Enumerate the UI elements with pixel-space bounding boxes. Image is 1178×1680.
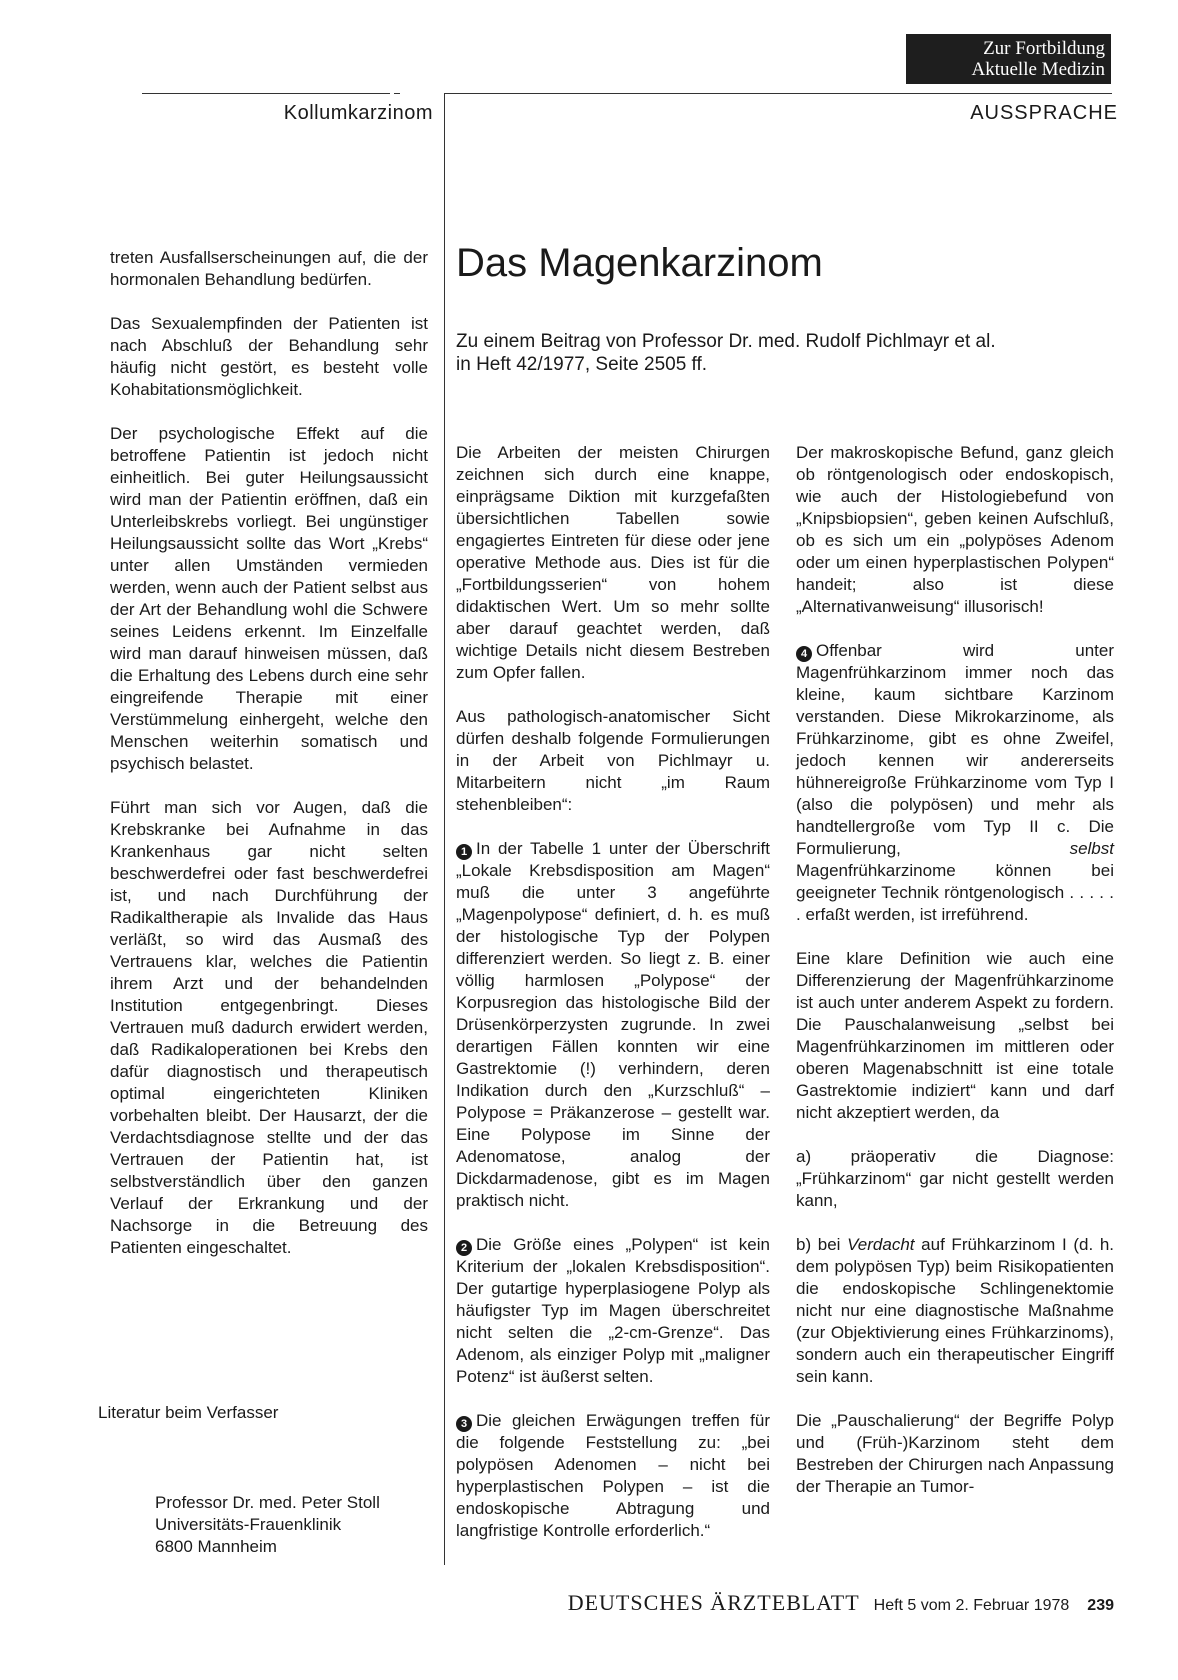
paragraph: Der psychologische Effekt auf die betroffene Patientin ist jedoch nicht einheitlich. Bei guter Heilungsaussicht wird man der Patientin eröffnen, daß ein Unterleibskrebs vorliegt. Bei ungünstiger Heilungsaussicht sollte das Wort „Krebs“ unter allen Umständen vermieden werden, wenn auch der Patient selbst aus der Art der Behandlung wohl die Schwere seines Leidens erkennt. Im Einzelfalle wird man darauf hinweisen müssen, daß die Erhaltung des Lebens durch eine sehr eingreifende Therapie mit einer Verstümmelung einhergeht, welche den Menschen weiterhin somatisch und psychisch belastet. (110, 424, 428, 773)
number-marker-2: 2 (456, 1240, 472, 1256)
column-right (796, 442, 1114, 1520)
column-left (110, 247, 428, 1281)
numbered-paragraph (456, 1234, 770, 1388)
number-marker-1: 1 (456, 844, 472, 860)
paragraph: Die Arbeiten der meisten Chirurgen zeichnen sich durch eine knappe, einprägsame Diktion mit kurzgefaßten übersichtlichen Tabellen sowie engagiertes Eintreten für diese oder jene operative Methode aus. Dies ist für die „Fortbildungsserien“ von hohem didaktischen Wert. Um so mehr sollte aber darauf geachtet werden, daß wichtige Details nicht diesem Bestreben zum Opfer fallen. (456, 443, 770, 682)
paragraph: Der makroskopische Befund, ganz gleich ob röntgenologisch oder endoskopisch, wie auch der Histologiebefund von „Knipsbiopsien“, geben keinen Aufschluß, ob es sich um ein „polypöses Adenom oder um einen hyperplastischen Polypen“ handeit; also ist diese „Alternativanweisung“ illusorisch! (796, 443, 1114, 616)
paragraph: treten Ausfallserscheinungen auf, die der hormonalen Behandlung bedürfen. (110, 248, 428, 289)
paragraph (796, 1234, 1114, 1388)
badge-line-2: Aktuelle Medizin (971, 59, 1105, 80)
badge-line-1: Zur Fortbildung (983, 38, 1105, 59)
paragraph: Die „Pauschalierung“ der Begriffe Polyp und (Früh-)Karzinom steht dem Bestreben der Chirurgen nach Anpassung der Therapie an Tumor- (796, 1411, 1114, 1496)
emphasis-text: selbst (1069, 839, 1114, 858)
subtitle-line-2: in Heft 42/1977, Seite 2505 ff. (456, 354, 708, 375)
journal-name: DEUTSCHES ÄRZTEBLATT (567, 1590, 860, 1615)
paragraph: Aus pathologisch-anatomischer Sicht dürfen deshalb folgende Formulierungen in der Arbeit von Pichlmayr u. Mitarbeitern nicht „im Raum stehenbleiben“: (456, 707, 770, 814)
header-rule (142, 93, 390, 94)
page-footer (568, 1590, 1114, 1616)
header-rule-dash (394, 93, 400, 94)
paragraph-text: Magenfrühkarzinome können bei geeigneter Technik röntgenologisch . . . . . . erfaßt werden, ist irreführend. (796, 861, 1114, 924)
author-name: Professor Dr. med. Peter Stoll (155, 1493, 380, 1512)
paragraph-text: Die Größe eines „Polypen“ ist kein Kriterium der „lokalen Krebsdisposition“. Der gutartige hyperplasiogene Polyp als häufigster Typ im Magen überschreitet nicht selten die „2-cm-Grenze“. Das Adenom, als einziger Polyp mit „maligner Potenz“ ist äußerst selten. (456, 1235, 770, 1386)
number-marker-4: 4 (796, 646, 812, 662)
issue-info: Heft 5 vom 2. Februar 1978 (873, 1597, 1070, 1614)
paragraph-text: Offenbar wird unter Magenfrühkarzinom immer noch das kleine, kaum sichtbare Karzinom verstanden. Diese Mikrokarzinome, als Frühkarzinome, gibt es ohne Zweifel, jedoch kennen wir andererseits hühnereigroße Frühkarzinome vom Typ I (also die polypösen) und mehr als handtellergroße vom Typ II c. Die Formulierung, (796, 641, 1114, 858)
column-middle (456, 442, 770, 1564)
author-institution: Universitäts-Frauenklinik (155, 1515, 342, 1534)
author-address (155, 1492, 380, 1558)
paragraph-text: b) bei (796, 1235, 848, 1254)
number-marker-3: 3 (456, 1416, 472, 1432)
article-subtitle (456, 330, 1116, 376)
running-head-left: Kollumkarzinom (283, 102, 433, 124)
paragraph: Führt man sich vor Augen, daß die Krebskranke bei Aufnahme in das Krankenhaus gar nicht selten beschwerdefrei oder fast beschwerdefrei ist, und nach Durchführung der Radikaltherapie als Invalide das Haus verläßt, so wird das Ausmaß des Vertrauens klar, welches die Patientin ihrem Arzt und der behandelnden Institution entgegenbringt. Dieses Vertrauen muß dadurch erwidert werden, daß Radikaloperationen bei Krebs den dafür diagnostisch und therapeutisch optimal eingerichteten Kliniken vorbehalten bleibt. Der Hausarzt, der die Verdachtsdiagnose stellte und der das Vertrauen der Patientin hat, ist selbstverständlich über den ganzen Verlauf der Erkrankung und der Nachsorge in die Betreuung des Patienten eingeschaltet. (110, 798, 428, 1257)
numbered-paragraph (456, 1410, 770, 1542)
section-badge (906, 34, 1111, 84)
literature-note: Literatur beim Verfasser (98, 1403, 279, 1422)
paragraph: a) präoperativ die Diagnose: „Frühkarzinom“ gar nicht gestellt werden kann, (796, 1147, 1114, 1210)
page-number: 239 (1087, 1597, 1114, 1614)
paragraph: Eine klare Definition wie auch eine Differenzierung der Magenfrühkarzinome ist auch unter anderem Aspekt zu fordern. Die Pauschalanweisung „selbst bei Magenfrühkarzinomen im mittleren oder oberen Magenabschnitt ist eine totale Gastrektomie indiziert“ kann und darf nicht akzeptiert werden, da (796, 949, 1114, 1122)
running-head-right: AUSSPRACHE (970, 102, 1118, 124)
header-rule-right (444, 93, 1112, 94)
author-city: 6800 Mannheim (155, 1537, 277, 1556)
numbered-paragraph (796, 640, 1114, 926)
paragraph: Das Sexualempfinden der Patienten ist nach Abschluß der Behandlung sehr häufig nicht gestört, es besteht volle Kohabitationsmöglichkeit. (110, 314, 428, 399)
emphasis-text: Verdacht (847, 1235, 915, 1254)
paragraph-text: auf Frühkarzinom I (d. h. dem polypösen Typ) beim Risikopatienten die endoskopische Schlingenektomie nicht nur eine diagnostische Maßnahme (zur Objektivierung eines Frühkarzinoms), sondern auch ein therapeutischer Eingriff sein kann. (796, 1235, 1115, 1386)
paragraph-text: In der Tabelle 1 unter der Überschrift „Lokale Krebsdisposition am Magen“ muß die unter 3 angeführte „Magenpolypose“ definiert, d. h. es muß der histologische Typ der Polypen differenziert werden. So liegt z. B. einer völlig harmlosen „Polypose“ der Korpusregion das histologische Bild der Drüsenkörperzysten zugrunde. In zwei derartigen Fällen konnten wir eine Gastrektomie (!) verhindern, deren Indikation durch den „Kurzschluß“ – Polypose = Präkanzerose – gestellt war. Eine Polypose im Sinne der Adenomatose, analog der Dickdarmadenose, gibt es im Magen praktisch nicht. (456, 839, 770, 1210)
article-title: Das Magenkarzinom (456, 241, 823, 285)
paragraph-text: Die gleichen Erwägungen treffen für die folgende Feststellung zu: „bei polypösen Adenomen – nicht bei hyperplastischen Polypen – ist die endoskopische Abtragung und langfristige Kontrolle erforderlich.“ (456, 1411, 770, 1540)
subtitle-line-1: Zu einem Beitrag von Professor Dr. med. Rudolf Pichlmayr et al. (456, 331, 996, 352)
numbered-paragraph (456, 838, 770, 1212)
column-divider (444, 93, 445, 1565)
